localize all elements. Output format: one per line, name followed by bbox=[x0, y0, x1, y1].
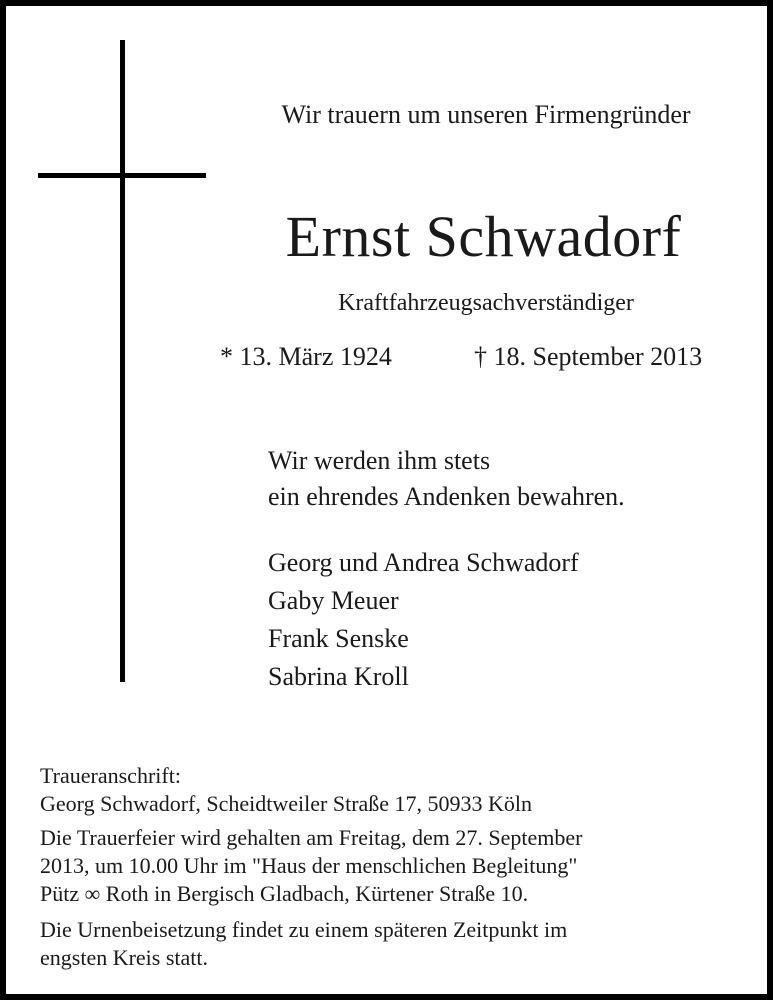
burial-line: Die Urnenbeisetzung findet zu einem späteren Zeitpunkt im bbox=[40, 917, 568, 942]
mourner-name: Frank Senske bbox=[268, 624, 409, 653]
ceremony-line: 2013, um 10.00 Uhr im "Haus der menschlichen Begleitung" bbox=[40, 853, 578, 878]
mourner-name: Georg und Andrea Schwadorf bbox=[268, 548, 579, 577]
burial-section bbox=[40, 916, 748, 972]
remembrance-text bbox=[268, 443, 625, 515]
ceremony-line: Die Trauerfeier wird gehalten am Freitag, dem 27. September bbox=[40, 825, 583, 850]
address-label: Traueranschrift: bbox=[40, 763, 181, 788]
death-date: † 18. September 2013 bbox=[474, 342, 703, 371]
address-section bbox=[40, 762, 748, 818]
burial-line: engsten Kreis statt. bbox=[40, 945, 209, 970]
deceased-name: Ernst Schwadorf bbox=[285, 204, 682, 269]
ceremony-line: Pütz ∞ Roth in Bergisch Gladbach, Kürtener Straße 10. bbox=[40, 881, 529, 906]
ceremony-section bbox=[40, 824, 748, 908]
remembrance-line: Wir werden ihm stets bbox=[268, 446, 491, 475]
birth-date: * 13. März 1924 bbox=[220, 342, 392, 371]
intro-text: Wir trauern um unseren Firmengründer bbox=[281, 100, 691, 129]
deceased-profession: Kraftfahrzeugsachverständiger bbox=[338, 290, 634, 316]
mourner-name: Gaby Meuer bbox=[268, 586, 399, 615]
cross-icon-vertical-bar bbox=[120, 40, 125, 682]
mourners-list bbox=[268, 544, 579, 696]
address-value: Georg Schwadorf, Scheidtweiler Straße 17, 50933 Köln bbox=[40, 791, 533, 816]
remembrance-line: ein ehrendes Andenken bewahren. bbox=[268, 482, 625, 511]
mourner-name: Sabrina Kroll bbox=[268, 662, 409, 691]
cross-icon-horizontal-bar bbox=[38, 173, 206, 178]
details-block bbox=[40, 762, 748, 972]
